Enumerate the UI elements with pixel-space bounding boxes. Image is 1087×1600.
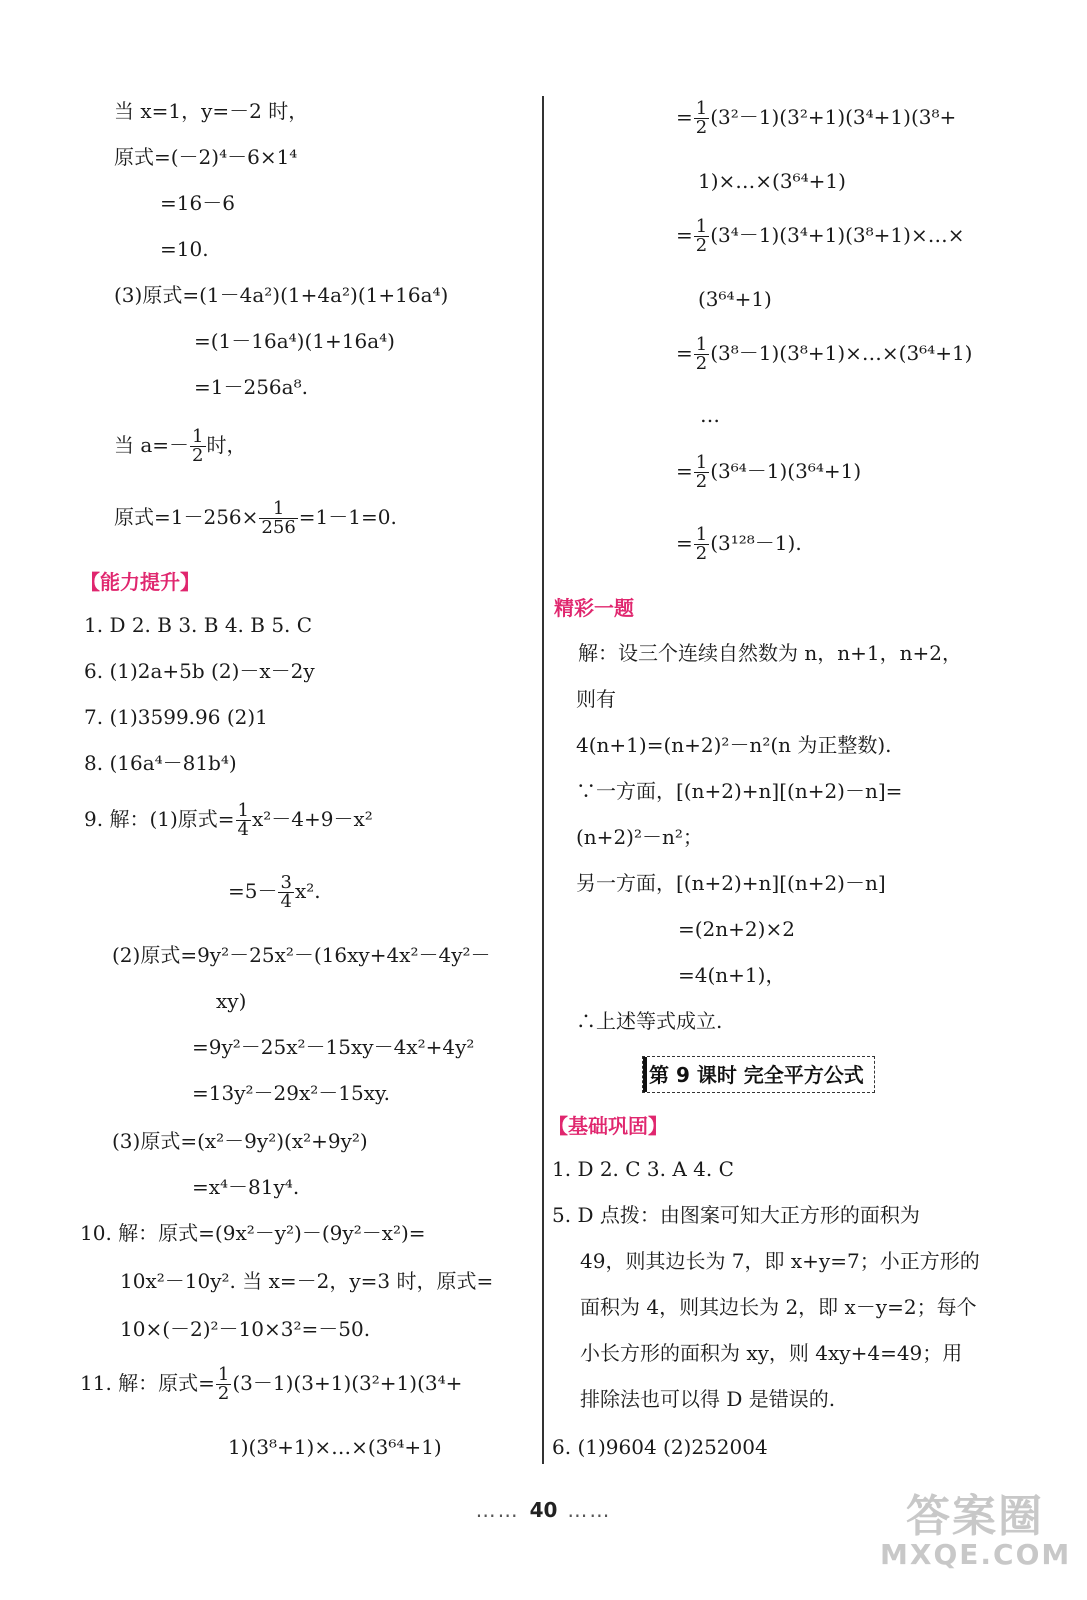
text-line: 1)(3⁸+1)×…×(3⁶⁴+1) — [228, 1435, 442, 1459]
text-line: 当 x=1，y=－2 时， — [114, 99, 309, 123]
text-line: =x⁴－81y⁴. — [192, 1175, 300, 1199]
fraction: $\frac{1}{256}$ — [261, 498, 296, 538]
section-heading: 【能力提升】 — [80, 570, 200, 594]
fraction: $\frac{3}{4}$ — [280, 872, 292, 912]
text-line: (n+2)²－n²； — [576, 825, 703, 849]
fraction: $\frac{1}{2}$ — [695, 524, 708, 564]
text-line: (3)原式=(x²－9y²)(x²+9y²) — [112, 1129, 368, 1153]
fraction: $\frac{1}{4}$ — [237, 800, 249, 840]
text-line: =13y²－29x²－15xy. — [192, 1081, 390, 1105]
text-line: = $\frac{1}{2}$ (3⁶⁴－1)(3⁶⁴+1) — [676, 452, 862, 492]
text-line: 面积为 4，则其边长为 2，即 x－y=2；每个 — [580, 1295, 977, 1319]
lesson-title: 第 9 课时 完全平方公式 — [642, 1056, 875, 1093]
text-line: (3⁶⁴+1) — [698, 287, 772, 311]
text-line: 1)×…×(3⁶⁴+1) — [698, 169, 846, 193]
answer-line: 6. (1)2a+5b (2)－x－2y — [84, 659, 315, 683]
answer-line: 1. D 2. C 3. A 4. C — [552, 1157, 734, 1181]
text-line: ∵一方面，[(n+2)+n][(n+2)－n]= — [576, 779, 903, 803]
answer-line: 8. (16a⁴－81b⁴) — [84, 751, 237, 775]
text-line: =1－256a⁸. — [194, 375, 308, 399]
page-number: 40 — [529, 1498, 558, 1522]
fraction: $\frac{1}{2}$ — [695, 216, 708, 256]
column-divider — [542, 96, 544, 1464]
watermark-url: MXQE.COM — [880, 1538, 1072, 1571]
answer-line: 7. (1)3599.96 (2)1 — [84, 705, 268, 729]
text-line: =(2n+2)×2 — [678, 917, 795, 941]
fraction: $\frac{1}{2}$ — [695, 98, 708, 138]
text-line: ∴上述等式成立. — [576, 1009, 723, 1033]
text-line: = $\frac{1}{2}$ (3⁴－1)(3⁴+1)(3⁸+1)×…× — [676, 216, 965, 256]
text-line: (3)原式=(1－4a²)(1+4a²)(1+16a⁴) — [114, 283, 449, 307]
text-line: = $\frac{1}{2}$ (3⁸－1)(3⁸+1)×…×(3⁶⁴+1) — [676, 334, 973, 374]
text-line: (2)原式=9y²－25x²－(16xy+4x²－4y²－ — [112, 943, 491, 967]
text-line: 49，则其边长为 7，即 x+y=7；小正方形的 — [580, 1249, 980, 1273]
text-line: =(1－16a⁴)(1+16a⁴) — [194, 329, 395, 353]
text-line: =4(n+1)， — [678, 963, 786, 987]
section-heading: 【基础巩固】 — [548, 1114, 668, 1138]
text-line: =10. — [160, 237, 209, 261]
text-line: 10x²－10y². 当 x=－2，y=3 时，原式= — [120, 1269, 494, 1293]
answer-line: 5. D 点拨：由图案可知大正方形的面积为 — [552, 1203, 920, 1227]
text-line: =16－6 — [160, 191, 235, 215]
text-line: … — [700, 403, 720, 427]
text-line: 解：设三个连续自然数为 n，n+1，n+2， — [578, 641, 962, 665]
fraction: $\frac{1}{2}$ — [695, 334, 708, 374]
answer-line: 6. (1)9604 (2)252004 — [552, 1435, 768, 1459]
text-line: xy) — [216, 989, 247, 1013]
fraction: $\frac{1}{2}$ — [695, 452, 708, 492]
text-line: = $\frac{1}{2}$ (3²－1)(3²+1)(3⁴+1)(3⁸+ — [676, 98, 957, 138]
answer-line: 1. D 2. B 3. B 4. B 5. C — [84, 613, 313, 637]
text-line: 当 a=－ $\frac{1}{2}$ 时， — [114, 426, 247, 466]
text-line: =5－ $\frac{3}{4}$ x². — [228, 872, 321, 912]
footer-dots: …… — [475, 1498, 520, 1522]
watermark-logo — [880, 1480, 1070, 1580]
text-line: =9y²－25x²－15xy－4x²+4y² — [192, 1035, 475, 1059]
text-line: 原式=1－256× $\frac{1}{256}$ =1－1=0. — [114, 498, 397, 538]
section-heading: 精彩一题 — [554, 596, 634, 620]
fraction: $\frac{1}{2}$ — [217, 1364, 230, 1404]
answer-line: 10. 解：原式=(9x²－y²)－(9y²－x²)= — [80, 1221, 426, 1245]
fraction: $\frac{1}{2}$ — [192, 426, 204, 466]
text-line: 则有 — [576, 687, 616, 711]
text-line: = $\frac{1}{2}$ (3¹²⁸－1). — [676, 524, 802, 564]
text-line: 排除法也可以得 D 是错误的. — [580, 1387, 836, 1411]
text-line: 4(n+1)=(n+2)²－n²(n 为正整数). — [576, 733, 892, 757]
text-line: 另一方面，[(n+2)+n][(n+2)－n] — [576, 871, 886, 895]
footer-dots: …… — [567, 1498, 612, 1522]
text-line: 原式=(－2)⁴－6×1⁴ — [114, 145, 298, 169]
text-line: 10×(－2)²－10×3²=－50. — [120, 1317, 371, 1341]
answer-line: 9. 解：(1)原式= $\frac{1}{4}$ x²－4+9－x² — [84, 800, 373, 840]
answer-line: 11. 解：原式= $\frac{1}{2}$ (3－1)(3+1)(3²+1)(3⁴+ — [80, 1364, 463, 1404]
watermark-text: 答案圈 — [906, 1491, 1044, 1542]
text-line: 小长方形的面积为 xy，则 4xy+4=49；用 — [580, 1341, 963, 1365]
